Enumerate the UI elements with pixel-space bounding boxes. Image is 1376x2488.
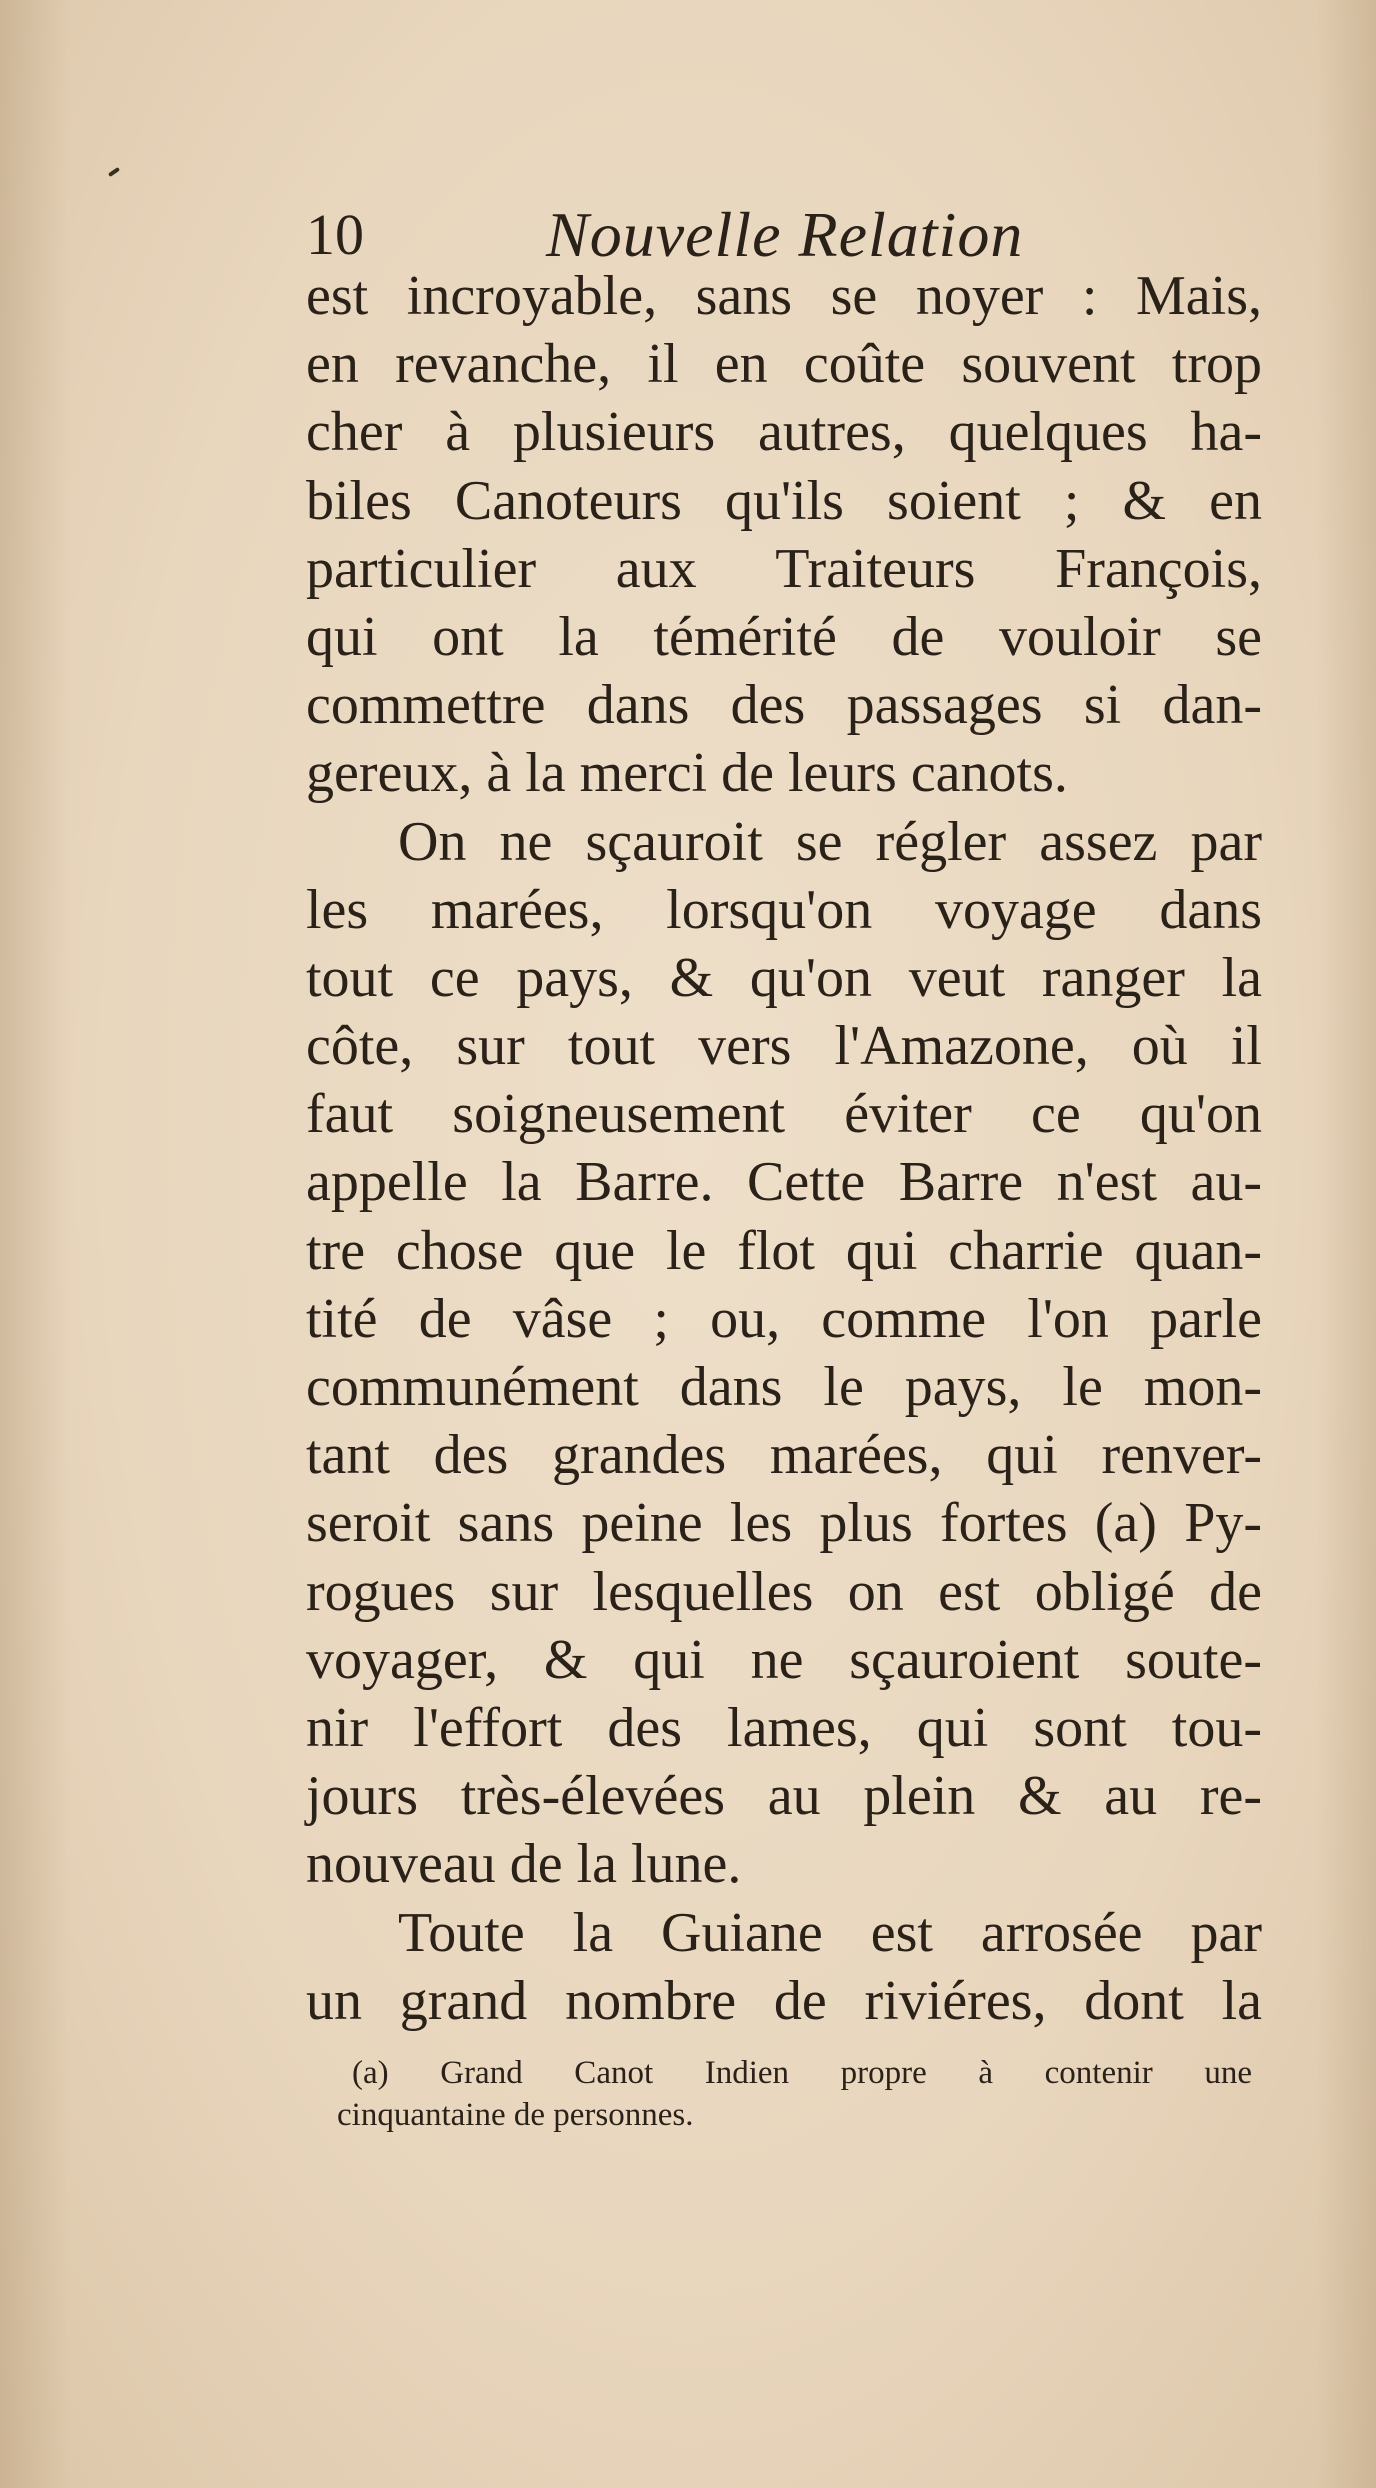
text-line: tout ce pays, & qu'on veut ranger la <box>306 946 1262 1009</box>
footnote-line: (a) Grand Canot Indien propre à contenir une <box>352 2055 1252 2091</box>
page-shadow-right <box>1316 0 1376 2488</box>
text-line: jours très-élevées au plein & au re- <box>306 1765 1262 1828</box>
body-text <box>306 262 1262 2035</box>
text-line: particulier aux Traiteurs François, <box>306 537 1262 600</box>
footnote <box>337 2052 1252 2136</box>
text-line: un grand nombre de riviéres, dont la <box>306 1969 1262 2032</box>
text-line: commettre dans des passages si dan- <box>306 674 1262 737</box>
page-number: 10 <box>306 202 364 267</box>
text-line: tant des grandes marées, qui renver- <box>306 1424 1262 1487</box>
text-line: tité de vâse ; ou, comme l'on parle <box>306 1287 1262 1350</box>
text-line: en revanche, il en coûte souvent trop <box>306 333 1262 396</box>
text-line: voyager, & qui ne sçauroient soute- <box>306 1628 1262 1691</box>
text-line: seroit sans peine les plus fortes (a) Py- <box>306 1492 1262 1555</box>
ink-mark <box>108 167 120 177</box>
text-line: rogues sur lesquelles on est obligé de <box>306 1560 1262 1623</box>
text-line: côte, sur tout vers l'Amazone, où il <box>306 1015 1262 1078</box>
text-line: cher à plusieurs autres, quelques ha- <box>306 401 1262 464</box>
text-line: gereux, à la merci de leurs canots. <box>306 742 1068 805</box>
text-line: biles Canoteurs qu'ils soient ; & en <box>306 469 1262 532</box>
text-line: tre chose que le flot qui charrie quan- <box>306 1219 1262 1282</box>
text-line: communément dans le pays, le mon- <box>306 1356 1262 1418</box>
page-shadow-left <box>0 0 70 2488</box>
text-line: Toute la Guiane est arrosée par <box>398 1901 1262 1964</box>
text-line: les marées, lorsqu'on voyage dans <box>306 878 1262 941</box>
text-line: faut soigneusement éviter ce qu'on <box>306 1083 1262 1146</box>
footnote-line: cinquantaine de personnes. <box>337 2097 694 2133</box>
text-line: appelle la Barre. Cette Barre n'est au- <box>306 1151 1262 1214</box>
text-line: nouveau de la lune. <box>306 1833 742 1896</box>
text-line: qui ont la témérité de vouloir se <box>306 605 1262 668</box>
text-line: est incroyable, sans se noyer : Mais, <box>306 265 1262 327</box>
text-line: On ne sçauroit se régler assez par <box>398 810 1262 873</box>
running-title: Nouvelle Relation <box>546 199 1024 270</box>
text-line: nir l'effort des lames, qui sont tou- <box>306 1696 1262 1759</box>
